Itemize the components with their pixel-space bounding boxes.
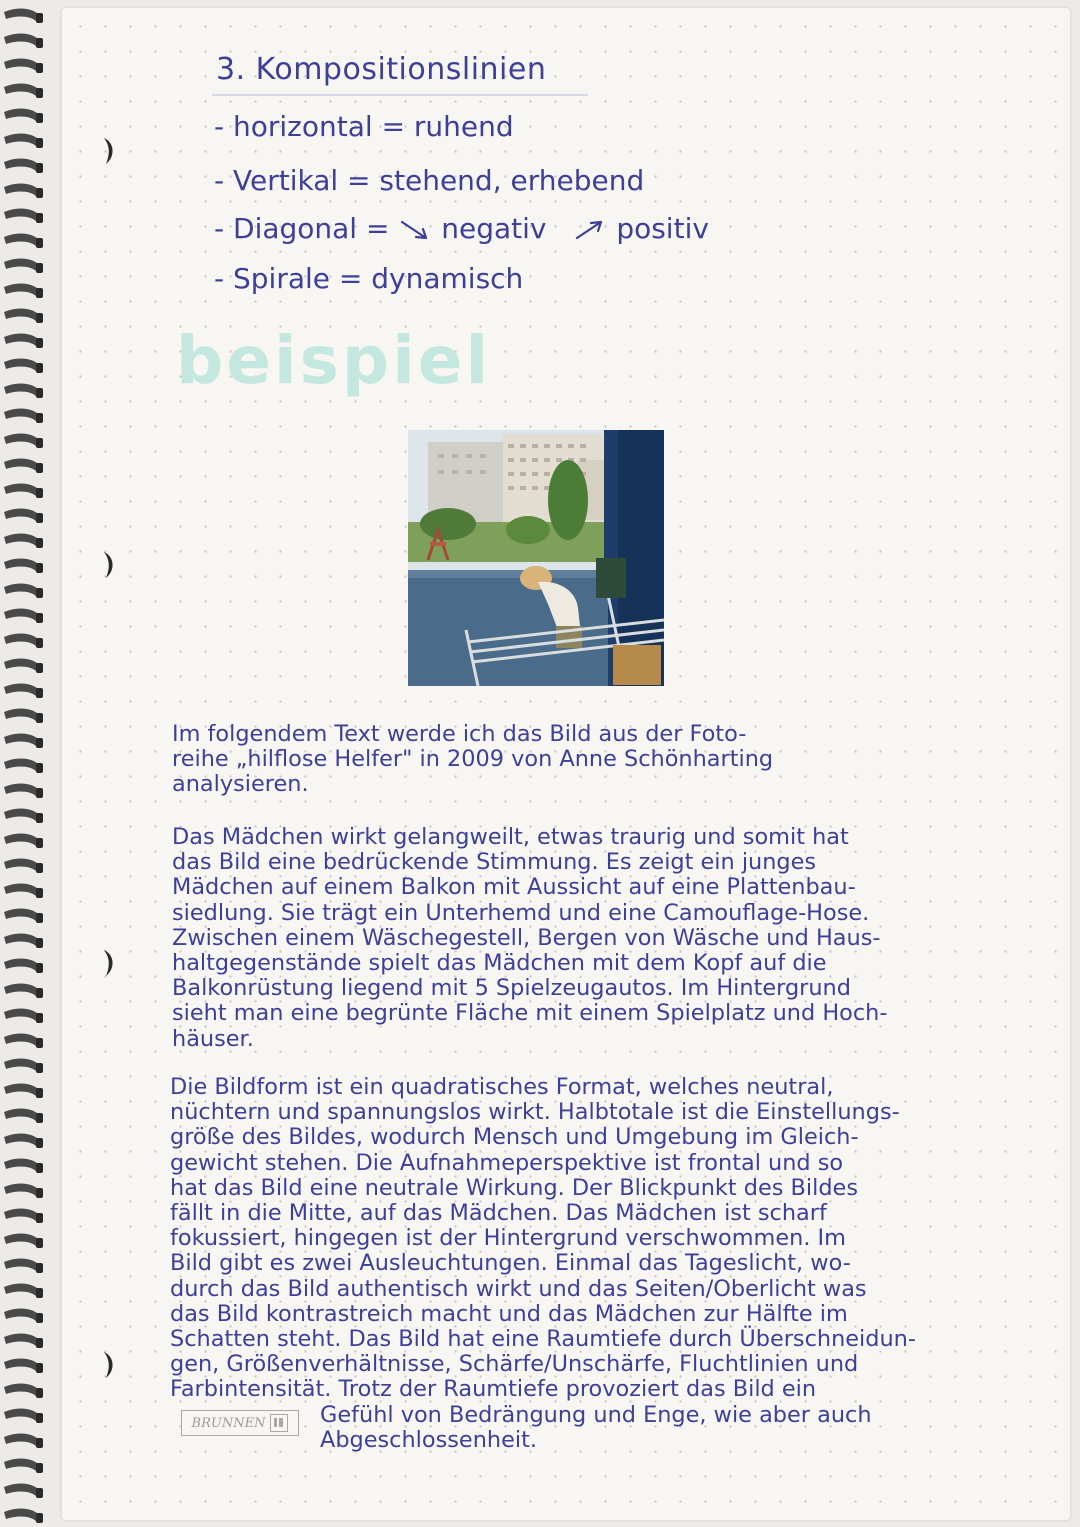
arrow-down-right-icon <box>398 218 432 242</box>
spiral-hole <box>36 63 43 73</box>
spiral-coil <box>4 1209 40 1221</box>
spiral-coil <box>4 359 40 371</box>
spiral-hole <box>36 1188 43 1198</box>
spiral-hole <box>36 1413 43 1423</box>
spiral-coil <box>4 184 40 196</box>
spiral-coil <box>4 9 40 21</box>
spiral-hole <box>36 288 43 298</box>
spiral-hole <box>36 388 43 398</box>
brand-logo <box>181 1410 299 1436</box>
spiral-coil <box>4 284 40 296</box>
text-line: Im folgendem Text werde ich das Bild aus der Foto- <box>172 721 747 747</box>
spiral-hole <box>36 1313 43 1323</box>
spiral-coil <box>4 409 40 421</box>
spiral-hole <box>36 138 43 148</box>
spiral-hole <box>36 513 43 523</box>
spiral-hole <box>36 1038 43 1048</box>
spiral-coil <box>4 784 40 796</box>
spiral-hole <box>36 88 43 98</box>
spiral-binding <box>0 0 60 1527</box>
text-line: siedlung. Sie trägt ein Unterhemd und eine Camouflage-Hose. <box>172 899 870 926</box>
spiral-hole <box>36 188 43 198</box>
text-line: Die Bildform ist ein quadratisches Format, welches neutral, <box>170 1074 834 1100</box>
spiral-hole <box>36 263 43 273</box>
spiral-coil <box>4 984 40 996</box>
spiral-coil <box>4 1109 40 1121</box>
spiral-hole <box>36 1463 43 1473</box>
spiral-hole <box>36 363 43 373</box>
text-line: das Bild eine bedrückende Stimmung. Es zeigt ein junges <box>172 849 817 876</box>
spiral-coil <box>4 484 40 496</box>
spiral-hole <box>36 988 43 998</box>
spiral-coil <box>4 909 40 921</box>
spiral-coil <box>4 109 40 121</box>
text-line: haltgegenstände spielt das Mädchen mit dem Kopf auf die <box>172 950 827 977</box>
spiral-coil <box>4 734 40 746</box>
diagonal-positive: positiv <box>616 212 709 245</box>
spiral-coil <box>4 584 40 596</box>
text-line: das Bild kontrastreich macht und das Mädchen zur Hälfte im <box>170 1300 848 1327</box>
spiral-coil <box>4 884 40 896</box>
spiral-hole <box>36 488 43 498</box>
text-line: größe des Bildes, wodurch Mensch und Umgebung im Gleich- <box>170 1124 859 1151</box>
spiral-coil <box>4 234 40 246</box>
text-line: Farbintensität. Trotz der Raumtiefe provoziert das Bild ein <box>170 1376 817 1403</box>
spiral-coil <box>4 759 40 771</box>
spiral-coil <box>4 384 40 396</box>
spiral-hole <box>36 38 43 48</box>
spiral-coil <box>4 1309 40 1321</box>
spiral-coil <box>4 34 40 46</box>
beispiel-heading: beispiel <box>176 322 492 399</box>
text-line: durch das Bild authentisch wirkt und das Seiten/Oberlicht was <box>170 1275 867 1302</box>
intro-paragraph <box>172 722 773 798</box>
spiral-hole <box>36 413 43 423</box>
spiral-hole <box>36 1013 43 1023</box>
spiral-coil <box>4 1184 40 1196</box>
spiral-coil <box>4 1434 40 1446</box>
spiral-hole <box>36 338 43 348</box>
spiral-hole <box>36 538 43 548</box>
punch-hole <box>100 136 120 166</box>
spiral-coil <box>4 609 40 621</box>
spiral-coil <box>4 434 40 446</box>
spiral-hole <box>36 888 43 898</box>
spiral-coil <box>4 334 40 346</box>
spiral-coil <box>4 834 40 846</box>
spiral-hole <box>36 238 43 248</box>
text-line: Schatten steht. Das Bild hat eine Raumtiefe durch Überschneidun- <box>170 1326 916 1353</box>
spiral-coil <box>4 934 40 946</box>
spiral-coil <box>4 1409 40 1421</box>
spiral-coil <box>4 634 40 646</box>
spiral-coil <box>4 1359 40 1371</box>
spiral-coil <box>4 809 40 821</box>
text-line: gen, Größenverhältnisse, Schärfe/Unschärfe, Fluchtlinien und <box>170 1351 859 1378</box>
text-line: Zwischen einem Wäschegestell, Bergen von Wäsche und Haus- <box>172 924 881 951</box>
spiral-hole <box>36 1363 43 1373</box>
text-line: häuser. <box>172 1025 254 1052</box>
spiral-coil <box>4 259 40 271</box>
spiral-coil <box>4 859 40 871</box>
spiral-hole <box>36 913 43 923</box>
analysis-paragraph <box>170 1075 916 1453</box>
spiral-coil <box>4 459 40 471</box>
spiral-hole <box>36 1238 43 1248</box>
spiral-coil <box>4 1059 40 1071</box>
diagonal-label: - Diagonal = <box>214 212 390 245</box>
spiral-hole <box>36 213 43 223</box>
description-paragraph <box>172 825 887 1052</box>
arrow-up-right-icon <box>573 218 607 242</box>
spiral-coil <box>4 1459 40 1471</box>
spiral-coil <box>4 1009 40 1021</box>
spiral-hole <box>36 1438 43 1448</box>
spiral-hole <box>36 1138 43 1148</box>
spiral-hole <box>36 1113 43 1123</box>
spiral-coil <box>4 1334 40 1346</box>
text-line: hat das Bild eine neutrale Wirkung. Der Blickpunkt des Bildes <box>170 1174 858 1201</box>
text-line: reihe „hilflose Helfer" in 2009 von Anne Schönharting <box>172 746 774 773</box>
text-line: fällt in die Mitte, auf das Mädchen. Das Mädchen ist scharf <box>170 1200 827 1227</box>
punch-hole <box>100 1350 120 1380</box>
spiral-coil <box>4 959 40 971</box>
spiral-hole <box>36 1488 43 1498</box>
spiral-hole <box>36 1263 43 1273</box>
list-item-vertikal: - Vertikal = stehend, erhebend <box>214 164 645 197</box>
spiral-coil <box>4 1084 40 1096</box>
text-line: nüchtern und spannungslos wirkt. Halbtotale ist die Einstellungs- <box>170 1099 900 1126</box>
spiral-hole <box>36 463 43 473</box>
text-line: gewicht stehen. Die Aufnahmeperspektive ist frontal und so <box>170 1149 844 1176</box>
spiral-hole <box>36 838 43 848</box>
spiral-coil <box>4 1284 40 1296</box>
spiral-coil <box>4 709 40 721</box>
text-line: fokussiert, hingegen ist der Hintergrund verschwommen. Im <box>170 1225 846 1252</box>
spiral-coil <box>4 309 40 321</box>
spiral-hole <box>36 1388 43 1398</box>
spiral-hole <box>36 588 43 598</box>
example-photo <box>408 430 664 686</box>
text-line: Das Mädchen wirkt gelangweilt, etwas traurig und somit hat <box>172 824 849 850</box>
spiral-hole <box>36 1213 43 1223</box>
text-line: Balkonrüstung liegend mit 5 Spielzeugautos. Im Hintergrund <box>172 975 851 1002</box>
spiral-coil <box>4 59 40 71</box>
spiral-hole <box>36 863 43 873</box>
diagonal-negative: negativ <box>441 212 547 245</box>
spiral-hole <box>36 13 43 23</box>
spiral-coil <box>4 1384 40 1396</box>
spiral-coil <box>4 1159 40 1171</box>
spiral-hole <box>36 1513 43 1523</box>
spiral-hole <box>36 438 43 448</box>
spiral-hole <box>36 1063 43 1073</box>
spiral-hole <box>36 613 43 623</box>
spiral-coil <box>4 209 40 221</box>
spiral-coil <box>4 1234 40 1246</box>
spiral-coil <box>4 1509 40 1521</box>
brand-mark-icon <box>270 1414 288 1432</box>
text-line: Mädchen auf einem Balkon mit Aussicht auf eine Plattenbau- <box>172 874 856 901</box>
spiral-hole <box>36 313 43 323</box>
heading-underline <box>212 94 588 96</box>
punch-hole <box>100 550 120 580</box>
spiral-hole <box>36 113 43 123</box>
spiral-coil <box>4 159 40 171</box>
spiral-coil <box>4 134 40 146</box>
punch-hole <box>100 948 120 978</box>
list-item-diagonal <box>214 212 709 245</box>
spiral-coil <box>4 559 40 571</box>
spiral-hole <box>36 688 43 698</box>
spiral-coil <box>4 1484 40 1496</box>
spiral-hole <box>36 638 43 648</box>
list-item-spirale: - Spirale = dynamisch <box>214 262 524 295</box>
text-line: sieht man eine begrünte Fläche mit einem Spielplatz und Hoch- <box>172 1000 888 1027</box>
spiral-coil <box>4 659 40 671</box>
text-line: analysieren. <box>172 771 309 798</box>
spiral-hole <box>36 663 43 673</box>
spiral-coil <box>4 84 40 96</box>
text-line: Abgeschlossenheit. <box>320 1426 537 1453</box>
list-item-horizontal: - horizontal = ruhend <box>214 110 514 143</box>
text-line: Gefühl von Bedrängung und Enge, wie aber auch <box>320 1401 872 1428</box>
spiral-hole <box>36 1088 43 1098</box>
spiral-coil <box>4 1259 40 1271</box>
spiral-hole <box>36 1163 43 1173</box>
spiral-coil <box>4 534 40 546</box>
spiral-hole <box>36 788 43 798</box>
spiral-hole <box>36 763 43 773</box>
spiral-coil <box>4 684 40 696</box>
spiral-hole <box>36 938 43 948</box>
spiral-coil <box>4 1034 40 1046</box>
notes-heading: 3. Kompositionslinien <box>216 52 547 87</box>
brand-name: BRUNNEN <box>191 1415 266 1431</box>
spiral-hole <box>36 563 43 573</box>
spiral-hole <box>36 1338 43 1348</box>
spiral-hole <box>36 1288 43 1298</box>
spiral-hole <box>36 163 43 173</box>
text-line: Bild gibt es zwei Ausleuchtungen. Einmal das Tageslicht, wo- <box>170 1250 851 1277</box>
spiral-coil <box>4 509 40 521</box>
spiral-hole <box>36 713 43 723</box>
spiral-hole <box>36 738 43 748</box>
spiral-coil <box>4 1134 40 1146</box>
spiral-hole <box>36 963 43 973</box>
spiral-hole <box>36 813 43 823</box>
